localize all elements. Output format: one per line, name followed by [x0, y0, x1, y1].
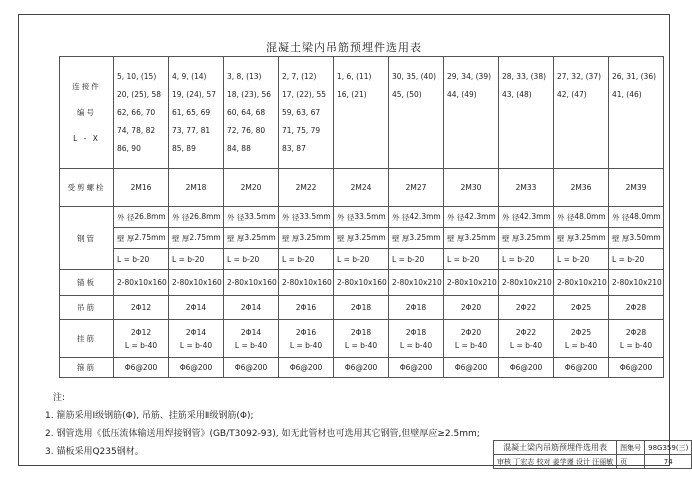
plate-cell: 2-80x10x210 — [554, 270, 609, 296]
note-3: 3. 锚板采用Q235钢材。 — [45, 447, 144, 457]
connector-line: 45, (50) — [392, 89, 422, 99]
bolt-cell: 2M20 — [224, 169, 279, 207]
pipe-prefix: 外 径 — [612, 212, 630, 222]
row-pipe-od — [60, 207, 664, 228]
row-label-plate: 锚板 — [60, 270, 114, 296]
pipe-prefix: 外 径 — [282, 212, 300, 222]
pipe-pair — [392, 212, 440, 223]
connector-line: 85, 89 — [172, 143, 196, 153]
stirrup-cell: Φ6@200 — [224, 358, 279, 378]
connector-line — [612, 140, 660, 158]
bolt-cell: 2M27 — [389, 169, 444, 207]
stirrup-cell: Φ6@200 — [334, 358, 389, 378]
pipe-length-cell: L = b-20 — [499, 249, 554, 270]
connector-line: 72, 76, 80 — [227, 125, 266, 135]
row-pipe-wall — [60, 228, 664, 249]
connector-line: 18, (23), 56 — [227, 89, 272, 99]
hanger-cell: 2Φ20 — [444, 296, 499, 320]
hanger-cell: 2Φ18 — [334, 296, 389, 320]
connector-cell — [444, 57, 499, 169]
tie-length: L = b-40 — [344, 340, 378, 350]
pipe-prefix: 壁 厚 — [337, 233, 355, 243]
bolt-cell: 2M36 — [554, 169, 609, 207]
notes — [45, 389, 480, 461]
connector-line: 4, 9, (14) — [172, 71, 207, 81]
connector-line — [502, 104, 550, 122]
bolt-cell: 2M39 — [609, 169, 664, 207]
pipe-od-cell — [609, 207, 664, 228]
pipe-wall-cell — [334, 228, 389, 249]
pipe-length-cell: L = b-20 — [169, 249, 224, 270]
table-title: 混凝土梁内吊筋预埋件选用表 — [266, 41, 422, 54]
pipe-length-cell: L = b-20 — [224, 249, 279, 270]
tie-length: L = b-40 — [124, 340, 158, 350]
sign-row: 审核 丁宏志 校对 姜学谨 设计 汪丽敏 — [494, 455, 617, 469]
bolt-cell: 2M24 — [334, 169, 389, 207]
plate-cell: 2-80x10x210 — [499, 270, 554, 296]
pipe-pair — [117, 233, 165, 244]
connector-line: 61, 65, 69 — [172, 107, 211, 117]
connector-line: 73, 77, 81 — [172, 125, 211, 135]
row-plate — [60, 270, 664, 296]
connector-cell — [389, 57, 444, 169]
row-bolt — [60, 169, 664, 207]
connector-line: 5, 10, (15) — [117, 71, 157, 81]
page-number: 74 — [645, 455, 692, 469]
connector-cell — [169, 57, 224, 169]
plate-cell: 2-80x10x160 — [224, 270, 279, 296]
note-2: 2. 钢管选用《低压流体输送用焊接钢管》(GB/T3092-93), 如无此管材也可选用其它钢管,但壁厚应≥2.5mm; — [45, 429, 480, 439]
pipe-value: 33.5mm — [354, 211, 386, 221]
pipe-prefix: 壁 厚 — [502, 233, 520, 243]
pipe-pair — [392, 233, 440, 244]
tie-cell — [444, 320, 499, 358]
pipe-wall-cell — [279, 228, 334, 249]
stirrup-cell: Φ6@200 — [554, 358, 609, 378]
connector-cell — [224, 57, 279, 169]
pipe-wall-cell — [609, 228, 664, 249]
plate-cell: 2-80x10x210 — [389, 270, 444, 296]
pipe-prefix: 壁 厚 — [447, 233, 465, 243]
connector-line: 86, 90 — [117, 143, 141, 153]
hanger-cell: 2Φ14 — [224, 296, 279, 320]
notes-label: 注: — [53, 393, 66, 403]
pipe-length-cell: L = b-20 — [334, 249, 389, 270]
plate-cell: 2-80x10x160 — [169, 270, 224, 296]
stirrup-cell: Φ6@200 — [499, 358, 554, 378]
connector-line: 2, 7, (12) — [282, 71, 317, 81]
connector-line — [392, 104, 440, 122]
connector-line: 3, 8, (13) — [227, 71, 262, 81]
pipe-length-cell: L = b-20 — [279, 249, 334, 270]
pipe-value: 3.25mm — [244, 232, 276, 242]
pipe-prefix: 外 径 — [447, 212, 465, 222]
connector-line: 83, 87 — [282, 143, 306, 153]
pipe-length-cell: L = b-20 — [609, 249, 664, 270]
tie-bar: 2Φ12 — [130, 327, 152, 337]
pipe-pair — [557, 212, 605, 223]
plate-cell: 2-80x10x210 — [609, 270, 664, 296]
stirrup-cell: Φ6@200 — [609, 358, 664, 378]
tie-cell — [224, 320, 279, 358]
row-label-stirrup: 箍筋 — [60, 358, 114, 378]
tie-cell — [499, 320, 554, 358]
note-1: 1. 箍筋采用Ⅰ级钢筋(Φ), 吊筋、挂筋采用Ⅱ级钢筋(Φ); — [45, 411, 254, 421]
pipe-pair — [282, 212, 330, 223]
tie-cell — [169, 320, 224, 358]
tie-length: L = b-40 — [454, 340, 488, 350]
row-tie — [60, 320, 664, 358]
tie-length: L = b-40 — [509, 340, 543, 350]
pipe-prefix: 外 径 — [172, 212, 190, 222]
row-label-line: L - X — [73, 133, 100, 143]
connector-cell — [279, 57, 334, 169]
tie-bar: 2Φ16 — [295, 327, 317, 337]
connector-line — [337, 104, 385, 122]
connector-line — [392, 140, 440, 158]
pipe-wall-cell — [114, 228, 169, 249]
plate-cell: 2-80x10x160 — [279, 270, 334, 296]
pipe-prefix: 壁 厚 — [612, 233, 630, 243]
pipe-pair — [227, 212, 275, 223]
row-label-line: 编号 — [77, 107, 96, 117]
bolt-cell: 2M22 — [279, 169, 334, 207]
pipe-prefix: 壁 厚 — [282, 233, 300, 243]
tie-bar: 2Φ14 — [185, 327, 207, 337]
connector-line — [447, 104, 495, 122]
pipe-prefix: 壁 厚 — [392, 233, 410, 243]
pipe-value: 3.25mm — [574, 232, 606, 242]
connector-line: 16, (21) — [337, 89, 367, 99]
connector-cell — [499, 57, 554, 169]
pipe-prefix: 外 径 — [227, 212, 245, 222]
connector-line: 19, (24), 57 — [172, 89, 217, 99]
atlas-number: 98G359(三) — [645, 441, 692, 455]
connector-line: 71, 75, 79 — [282, 125, 321, 135]
pipe-value: 3.25mm — [409, 232, 441, 242]
pipe-pair — [172, 233, 220, 244]
tie-length: L = b-40 — [179, 340, 213, 350]
pipe-pair — [227, 233, 275, 244]
connector-line: 43, (48) — [502, 89, 532, 99]
connector-line — [557, 104, 605, 122]
pipe-value: 48.0mm — [574, 211, 606, 221]
pipe-length-cell: L = b-20 — [444, 249, 499, 270]
row-label-tie: 挂筋 — [60, 320, 114, 358]
connector-line — [502, 122, 550, 140]
connector-cell — [334, 57, 389, 169]
stirrup-cell: Φ6@200 — [169, 358, 224, 378]
hanger-cell: 2Φ16 — [279, 296, 334, 320]
tie-cell — [554, 320, 609, 358]
pipe-value: 42.3mm — [464, 211, 496, 221]
atlas-label: 图集号 — [617, 441, 645, 455]
tie-cell — [389, 320, 444, 358]
connector-line — [557, 122, 605, 140]
row-label-connector — [60, 57, 114, 169]
connector-line — [337, 122, 385, 140]
plate-cell: 2-80x10x160 — [114, 270, 169, 296]
connector-line: 62, 66, 70 — [117, 107, 156, 117]
tie-bar: 2Φ20 — [460, 327, 482, 337]
row-hanger — [60, 296, 664, 320]
title-block-name: 混凝土梁内吊筋预埋件选用表 — [494, 441, 617, 455]
tie-bar: 2Φ18 — [350, 327, 372, 337]
tie-cell — [279, 320, 334, 358]
pipe-prefix: 外 径 — [392, 212, 410, 222]
connector-line — [612, 104, 660, 122]
pipe-prefix: 外 径 — [337, 212, 355, 222]
pipe-length-cell: L = b-20 — [554, 249, 609, 270]
tie-bar: 2Φ22 — [515, 327, 537, 337]
connector-line: 42, (47) — [557, 89, 587, 99]
pipe-od-cell — [389, 207, 444, 228]
pipe-prefix: 外 径 — [117, 212, 135, 222]
pipe-pair — [337, 212, 385, 223]
connector-line: 84, 88 — [227, 143, 251, 153]
connector-line — [612, 122, 660, 140]
tie-cell — [114, 320, 169, 358]
connector-cell — [609, 57, 664, 169]
pipe-value: 26.8mm — [134, 211, 166, 221]
hanger-cell: 2Φ14 — [169, 296, 224, 320]
connector-cell — [114, 57, 169, 169]
drawing-sheet — [18, 14, 689, 466]
hanger-cell: 2Φ12 — [114, 296, 169, 320]
tie-length: L = b-40 — [399, 340, 433, 350]
pipe-prefix: 壁 厚 — [557, 233, 575, 243]
pipe-od-cell — [334, 207, 389, 228]
page-label: 页 — [617, 455, 645, 469]
pipe-pair — [502, 212, 550, 223]
pipe-wall-cell — [499, 228, 554, 249]
pipe-value: 3.25mm — [519, 232, 551, 242]
pipe-od-cell — [444, 207, 499, 228]
pipe-pair — [337, 233, 385, 244]
pipe-value: 48.0mm — [629, 211, 661, 221]
bolt-cell: 2M18 — [169, 169, 224, 207]
pipe-wall-cell — [444, 228, 499, 249]
bolt-cell: 2M16 — [114, 169, 169, 207]
connector-line: 41, (46) — [612, 89, 642, 99]
pipe-value: 3.25mm — [299, 232, 331, 242]
tie-bar: 2Φ18 — [405, 327, 427, 337]
connector-line: 74, 78, 82 — [117, 125, 156, 135]
plate-cell: 2-80x10x160 — [334, 270, 389, 296]
pipe-pair — [612, 212, 660, 223]
selection-table — [59, 56, 664, 378]
pipe-prefix: 壁 厚 — [117, 233, 135, 243]
pipe-od-cell — [499, 207, 554, 228]
pipe-prefix: 外 径 — [502, 212, 520, 222]
connector-line: 59, 63, 67 — [282, 107, 321, 117]
tie-bar: 2Φ14 — [240, 327, 262, 337]
bolt-cell: 2M33 — [499, 169, 554, 207]
pipe-pair — [447, 233, 495, 244]
tie-length: L = b-40 — [234, 340, 268, 350]
hanger-cell: 2Φ18 — [389, 296, 444, 320]
stirrup-cell: Φ6@200 — [114, 358, 169, 378]
bolt-cell: 2M30 — [444, 169, 499, 207]
connector-line: 1, 6, (11) — [337, 71, 372, 81]
tie-bar: 2Φ28 — [625, 327, 647, 337]
connector-line: 29, 34, (39) — [447, 71, 492, 81]
pipe-value: 2.75mm — [134, 232, 166, 242]
pipe-pair — [502, 233, 550, 244]
pipe-wall-cell — [389, 228, 444, 249]
connector-line: 27, 32, (37) — [557, 71, 602, 81]
stirrup-cell: Φ6@200 — [389, 358, 444, 378]
pipe-pair — [282, 233, 330, 244]
pipe-value: 3.25mm — [464, 232, 496, 242]
connector-line — [337, 140, 385, 158]
pipe-value: 3.50mm — [629, 232, 661, 242]
pipe-od-cell — [224, 207, 279, 228]
stirrup-cell: Φ6@200 — [279, 358, 334, 378]
title-block — [493, 440, 692, 469]
tie-cell — [334, 320, 389, 358]
tie-length: L = b-40 — [289, 340, 323, 350]
row-connector — [60, 57, 664, 169]
pipe-prefix: 壁 厚 — [227, 233, 245, 243]
plate-cell: 2-80x10x210 — [444, 270, 499, 296]
pipe-value: 3.25mm — [354, 232, 386, 242]
hanger-cell: 2Φ28 — [609, 296, 664, 320]
pipe-pair — [117, 212, 165, 223]
pipe-value: 2.75mm — [189, 232, 221, 242]
pipe-value: 42.3mm — [409, 211, 441, 221]
pipe-od-cell — [169, 207, 224, 228]
tie-bar: 2Φ25 — [570, 327, 592, 337]
tie-cell — [609, 320, 664, 358]
connector-line: 26, 31, (36) — [612, 71, 657, 81]
pipe-pair — [557, 233, 605, 244]
tie-length: L = b-40 — [564, 340, 598, 350]
pipe-wall-cell — [554, 228, 609, 249]
hanger-cell: 2Φ25 — [554, 296, 609, 320]
pipe-value: 33.5mm — [244, 211, 276, 221]
pipe-value: 26.8mm — [189, 211, 221, 221]
pipe-value: 33.5mm — [299, 211, 331, 221]
connector-line — [447, 122, 495, 140]
stirrup-cell: Φ6@200 — [444, 358, 499, 378]
row-label-hanger: 吊筋 — [60, 296, 114, 320]
pipe-value: 42.3mm — [519, 211, 551, 221]
connector-line: 28, 33, (38) — [502, 71, 547, 81]
row-pipe-L — [60, 249, 664, 270]
pipe-od-cell — [114, 207, 169, 228]
row-stirrup — [60, 358, 664, 378]
row-label-pipe: 钢管 — [60, 207, 114, 270]
connector-line: 30, 35, (40) — [392, 71, 437, 81]
connector-line — [447, 140, 495, 158]
pipe-wall-cell — [224, 228, 279, 249]
pipe-length-cell: L = b-20 — [389, 249, 444, 270]
tie-length: L = b-40 — [619, 340, 653, 350]
pipe-wall-cell — [169, 228, 224, 249]
connector-line: 17, (22), 55 — [282, 89, 327, 99]
connector-line: 60, 64, 68 — [227, 107, 266, 117]
connector-line: 20, (25), 58 — [117, 89, 162, 99]
pipe-pair — [612, 233, 660, 244]
connector-line — [392, 122, 440, 140]
pipe-prefix: 壁 厚 — [172, 233, 190, 243]
pipe-pair — [447, 212, 495, 223]
hanger-cell: 2Φ22 — [499, 296, 554, 320]
pipe-length-cell: L = b-20 — [114, 249, 169, 270]
pipe-od-cell — [554, 207, 609, 228]
pipe-pair — [172, 212, 220, 223]
row-label-bolt: 受剪螺栓 — [60, 169, 114, 207]
connector-line — [502, 140, 550, 158]
connector-line: 44, (49) — [447, 89, 477, 99]
connector-cell — [554, 57, 609, 169]
pipe-prefix: 外 径 — [557, 212, 575, 222]
connector-line — [557, 140, 605, 158]
row-label-line: 连接件 — [72, 81, 101, 91]
pipe-od-cell — [279, 207, 334, 228]
